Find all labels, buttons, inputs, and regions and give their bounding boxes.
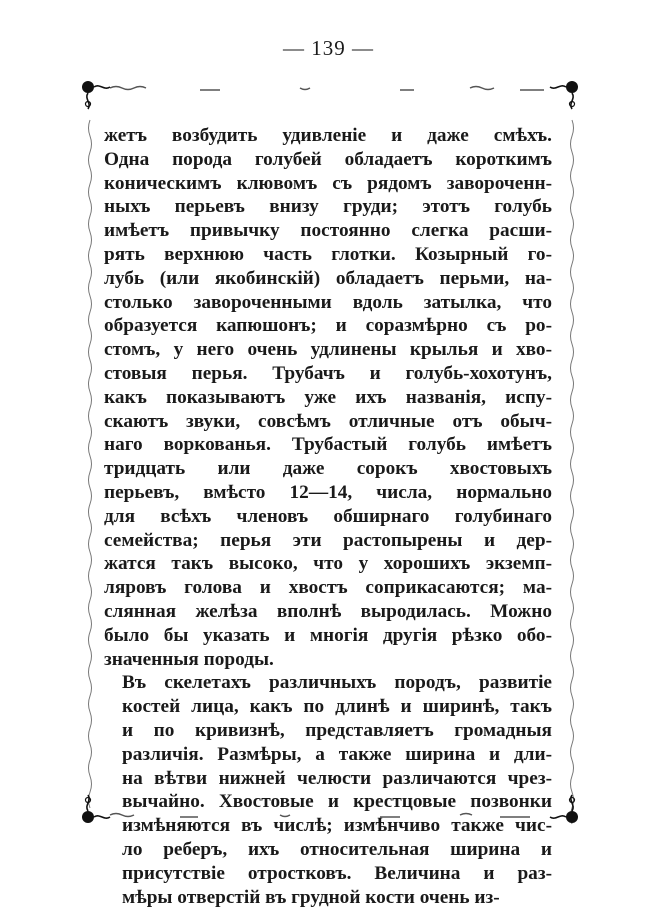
text-line: жетъ возбудить удивленіе и даже смѣхъ. (104, 124, 552, 148)
text-line: мѣры отверстій въ грудной кости очень из- (104, 886, 552, 909)
text-line: имѣетъ привычку постоянно слегка расши- (104, 219, 552, 243)
border-right-rule (571, 120, 574, 824)
text-line: какъ показываютъ уже ихъ названія, испу- (104, 386, 552, 410)
text-line: ныхъ перьевъ внизу груди; этотъ голубь (104, 195, 552, 219)
text-line: рять верхнюю часть глотки. Козырный го- (104, 243, 552, 267)
text-line: слянная желѣза вполнѣ выродилась. Можно (104, 600, 552, 624)
corner-ornament-top-right (550, 81, 578, 109)
text-line: значенныя породы. (104, 648, 552, 672)
text-line: присутствіе отростковъ. Величина и раз- (104, 862, 552, 886)
corner-ornament-bottom-right (550, 795, 578, 823)
text-line: лубь (или якобинскій) обладаетъ перьми, на- (104, 267, 552, 291)
paragraph-2 (104, 671, 552, 909)
text-line: скаютъ звуки, совсѣмъ отличные отъ обыч- (104, 410, 552, 434)
text-line: наго воркованья. Трубастый голубь имѣетъ (104, 433, 552, 457)
border-top-rule (110, 87, 544, 91)
text-line: семейства; перья эти растопырены и дер- (104, 529, 552, 553)
text-line: различія. Размѣры, а также ширина и дли- (104, 743, 552, 767)
text-line: для всѣхъ членовъ обширнаго голубинаго (104, 505, 552, 529)
text-line: столько завороченными вдоль затылка, что (104, 291, 552, 315)
body-text (104, 124, 552, 909)
text-line: костей лица, какъ по длинѣ и ширинѣ, такъ (104, 695, 552, 719)
corner-ornament-top-left (82, 81, 110, 109)
text-line: тридцать или даже сорокъ хвостовыхъ (104, 457, 552, 481)
text-line: стовыя перья. Трубачъ и голубь-хохотунъ, (104, 362, 552, 386)
text-line: и по кривизнѣ, представляетъ громадныя (104, 719, 552, 743)
page-number: — 139 — (0, 36, 657, 61)
text-line: было бы указать и многія другія рѣзко обо- (104, 624, 552, 648)
text-line: жатся такъ высоко, что у хорошихъ экземп- (104, 552, 552, 576)
paragraph-1 (104, 124, 552, 671)
text-line: Одна порода голубей обладаетъ короткимъ (104, 148, 552, 172)
text-line: ло реберъ, ихъ относительная ширина и (104, 838, 552, 862)
text-line: вычайно. Хвостовые и крестцовые позвонки (104, 790, 552, 814)
text-line: Въ скелетахъ различныхъ породъ, развитіе (104, 671, 552, 695)
text-line: измѣняются въ числѣ; измѣнчиво также чис- (104, 814, 552, 838)
border-left-rule (89, 120, 92, 808)
text-line: стомъ, у него очень удлинены крылья и хво- (104, 338, 552, 362)
text-line: перьевъ, вмѣсто 12—14, числа, нормально (104, 481, 552, 505)
text-line: образуется капюшонъ; и соразмѣрно съ ро- (104, 314, 552, 338)
text-line: коническимъ клювомъ съ рядомъ завороченн- (104, 172, 552, 196)
text-line: ляровъ голова и хвостъ соприкасаются; ма- (104, 576, 552, 600)
text-line: на вѣтви нижней челюсти различаются чрез- (104, 767, 552, 791)
